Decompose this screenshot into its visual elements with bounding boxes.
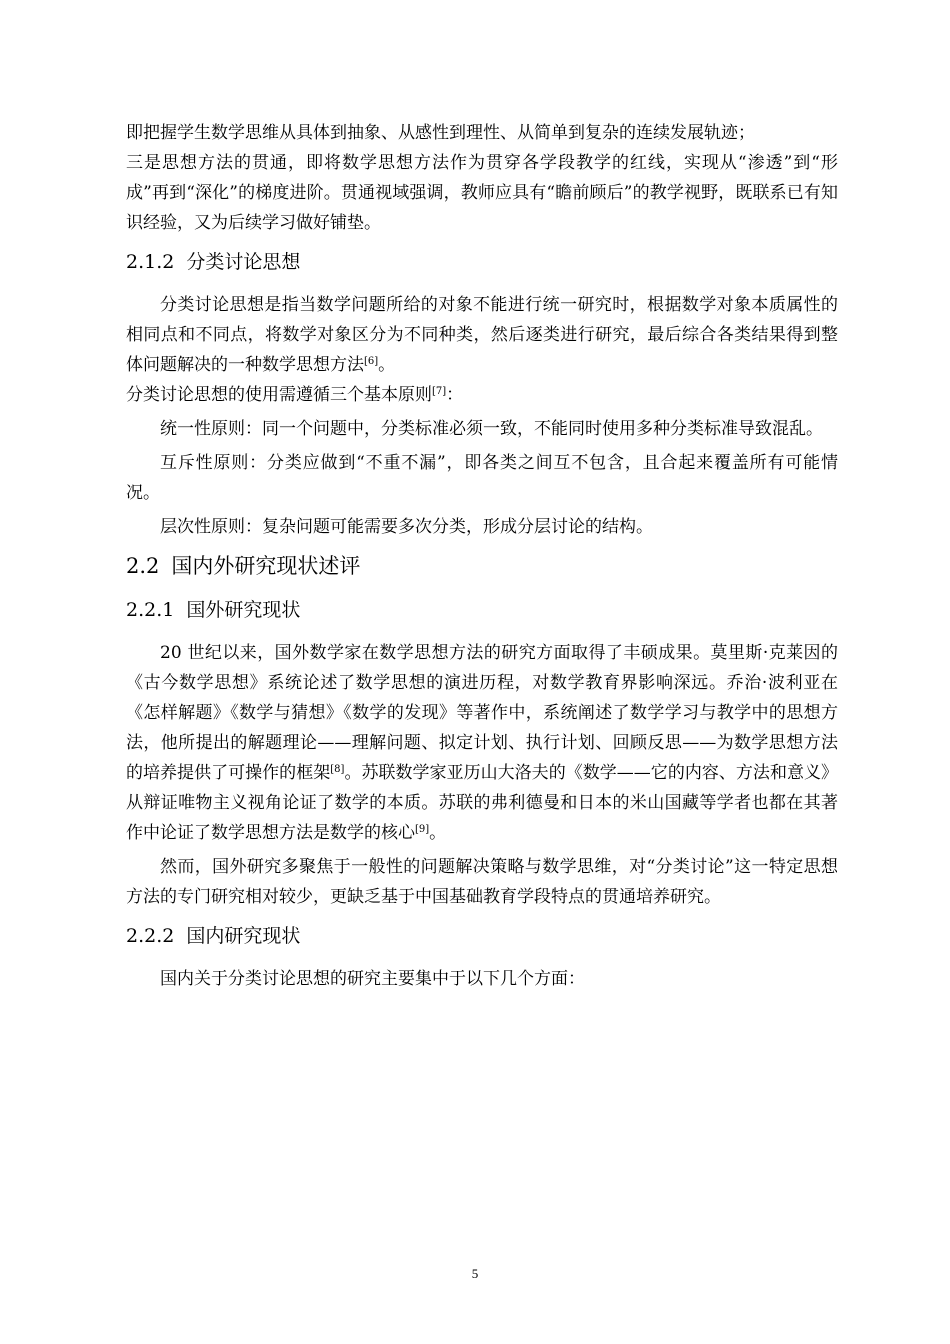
citation-7: [7] — [432, 386, 447, 397]
intro-line-2: 三是思想方法的贯通，即将数学思想方法作为贯穿各学段教学的红线，实现从“渗透”到“形成”再到“深化”的梯度进阶。贯通视域强调，教师应具有“瞻前顾后”的教学视野，既联系已有知识经验，又为后续学习做好铺垫。 — [126, 153, 838, 233]
intro-line-1: 即把握学生数学思维从具体到抽象、从感性到理性、从简单到复杂的连续发展轨迹； — [126, 123, 755, 143]
citation-8: [8] — [330, 764, 345, 775]
heading-title: 分类讨论思想 — [186, 251, 301, 273]
page-number: 5 — [471, 1266, 479, 1281]
principle-unity: 统一性原则：同一个问题中，分类标准必须一致，不能同时使用多种分类标准导致混乱。 — [160, 419, 823, 439]
domestic-research-intro: 国内关于分类讨论思想的研究主要集中于以下几个方面： — [160, 969, 585, 989]
citation-9: [9] — [415, 824, 430, 835]
foreign-research-paragraph: 20 世纪以来，国外数学家在数学思想方法的研究方面取得了丰硕成果。莫里斯·克莱因的《古今数学思想》系统论述了数学思想的演进历程，对数学教育界影响深远。乔治·波利亚在《怎样解题》《数学与猜想》《数学的发现》等著作中，系统阐述了数学学习与教学中的思想方法，他所提出的解题理论——理解问题、拟定计划、执行计划、回顾反思——为数学思想方法的培养提供了可操作的框架[8]。苏联数学家亚历山大洛夫的《数学——它的内容、方法和意义》从辩证唯物主义视角论证了数学的本质。苏联的弗利德曼和日本的米山国藏等学者也都在其著作中论证了数学思想方法是数学的核心[9]。 — [126, 643, 839, 843]
heading-title: 国内外研究现状述评 — [171, 554, 361, 578]
principle-exclusivity: 互斥性原则：分类应做到“不重不漏”，即各类之间互不包含，且合起来覆盖所有可能情况。 — [126, 453, 838, 503]
foreign-research-critique: 然而，国外研究多聚焦于一般性的问题解决策略与数学思维，对“分类讨论”这一特定思想方法的专门研究相对较少，更缺乏基于中国基础教育学段特点的贯通培养研究。 — [126, 857, 838, 907]
principles-intro: 分类讨论思想的使用需遵循三个基本原则[7]： — [126, 385, 464, 405]
heading-number: 2.2.2 — [126, 925, 175, 947]
classification-definition: 分类讨论思想是指当数学问题所给的对象不能进行统一研究时，根据数学对象本质属性的相同点和不同点，将数学对象区分为不同种类，然后逐类进行研究，最后综合各类结果得到整体问题解决的一种数学思想方法[6]。 — [126, 295, 838, 375]
heading-2-2 — [126, 544, 838, 588]
heading-number: 2.2 — [126, 554, 160, 578]
heading-number: 2.2.1 — [126, 599, 175, 621]
heading-2-2-2 — [126, 916, 838, 956]
page-content — [126, 118, 838, 994]
heading-title: 国外研究现状 — [186, 599, 301, 621]
heading-2-1-2 — [126, 242, 838, 282]
heading-2-2-1 — [126, 590, 838, 630]
citation-6: [6] — [364, 356, 379, 367]
heading-title: 国内研究现状 — [186, 925, 301, 947]
heading-number: 2.1.2 — [126, 251, 175, 273]
principle-hierarchy: 层次性原则：复杂问题可能需要多次分类，形成分层讨论的结构。 — [160, 517, 653, 537]
